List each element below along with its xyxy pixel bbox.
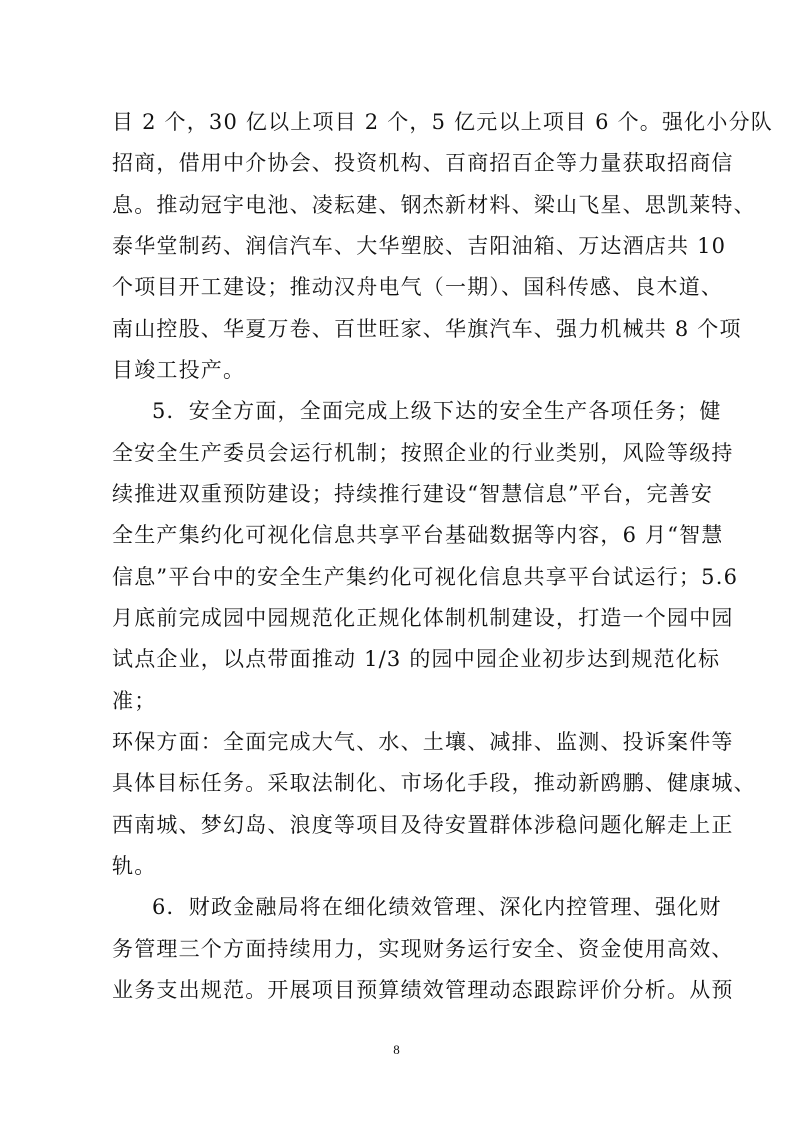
text-line: 具体目标任务。采取法制化、市场化手段，推动新鸥鹏、健康城、 bbox=[112, 771, 756, 795]
text-line: 泰华堂制药、润信汽车、大华塑胶、吉阳油箱、万达酒店共 10 bbox=[112, 234, 727, 258]
paragraph-start: 6．财政金融局将在细化绩效管理、深化内控管理、强化财 bbox=[152, 895, 722, 919]
text-line: 息。推动冠宇电池、凌耘建、钢杰新材料、梁山飞星、思凯莱特、 bbox=[112, 193, 756, 217]
text-line: 务管理三个方面持续用力，实现财务运行安全、资金使用高效、 bbox=[112, 937, 734, 961]
text-line: 招商，借用中介协会、投资机构、百商招百企等力量获取招商信 bbox=[112, 151, 734, 175]
text-line: 业务支出规范。开展项目预算绩效管理动态跟踪评价分析。从预 bbox=[112, 978, 734, 1002]
text-line: 月底前完成园中园规范化正规化体制机制建设，打造一个园中园 bbox=[112, 606, 734, 630]
text-line: 全生产集约化可视化信息共享平台基础数据等内容，6 月“智慧 bbox=[112, 523, 724, 547]
text-line: 信息”平台中的安全生产集约化可视化信息共享平台试运行；5.6 bbox=[112, 565, 739, 589]
text-line: 试点企业，以点带面推动 1/3 的园中园企业初步达到规范化标 bbox=[112, 647, 721, 671]
text-line: 目竣工投产。 bbox=[112, 358, 246, 382]
paragraph-start: 环保方面：全面完成大气、水、土壤、减排、监测、投诉案件等 bbox=[112, 730, 734, 754]
text-line: 轨。 bbox=[112, 854, 157, 878]
text-line: 南山控股、华夏万卷、百世旺家、华旗汽车、强力机械共 8 个项 bbox=[112, 317, 742, 341]
text-line: 续推进双重预防建设；持续推行建设“智慧信息”平台，完善安 bbox=[112, 482, 714, 506]
text-line: 目 2 个，30 亿以上项目 2 个，5 亿元以上项目 6 个。强化小分队 bbox=[112, 110, 773, 134]
text-line: 个项目开工建设；推动汉舟电气（一期）、国科传感、良木道、 bbox=[112, 275, 724, 299]
paragraph-start: 5．安全方面，全面完成上级下达的安全生产各项任务；健 bbox=[152, 399, 722, 423]
text-line: 准； bbox=[112, 689, 157, 713]
text-line: 全安全生产委员会运行机制；按照企业的行业类别，风险等级持 bbox=[112, 441, 734, 465]
text-line: 西南城、梦幻岛、浪度等项目及待安置群体涉稳问题化解走上正 bbox=[112, 813, 734, 837]
page-number: 8 bbox=[393, 1042, 400, 1057]
